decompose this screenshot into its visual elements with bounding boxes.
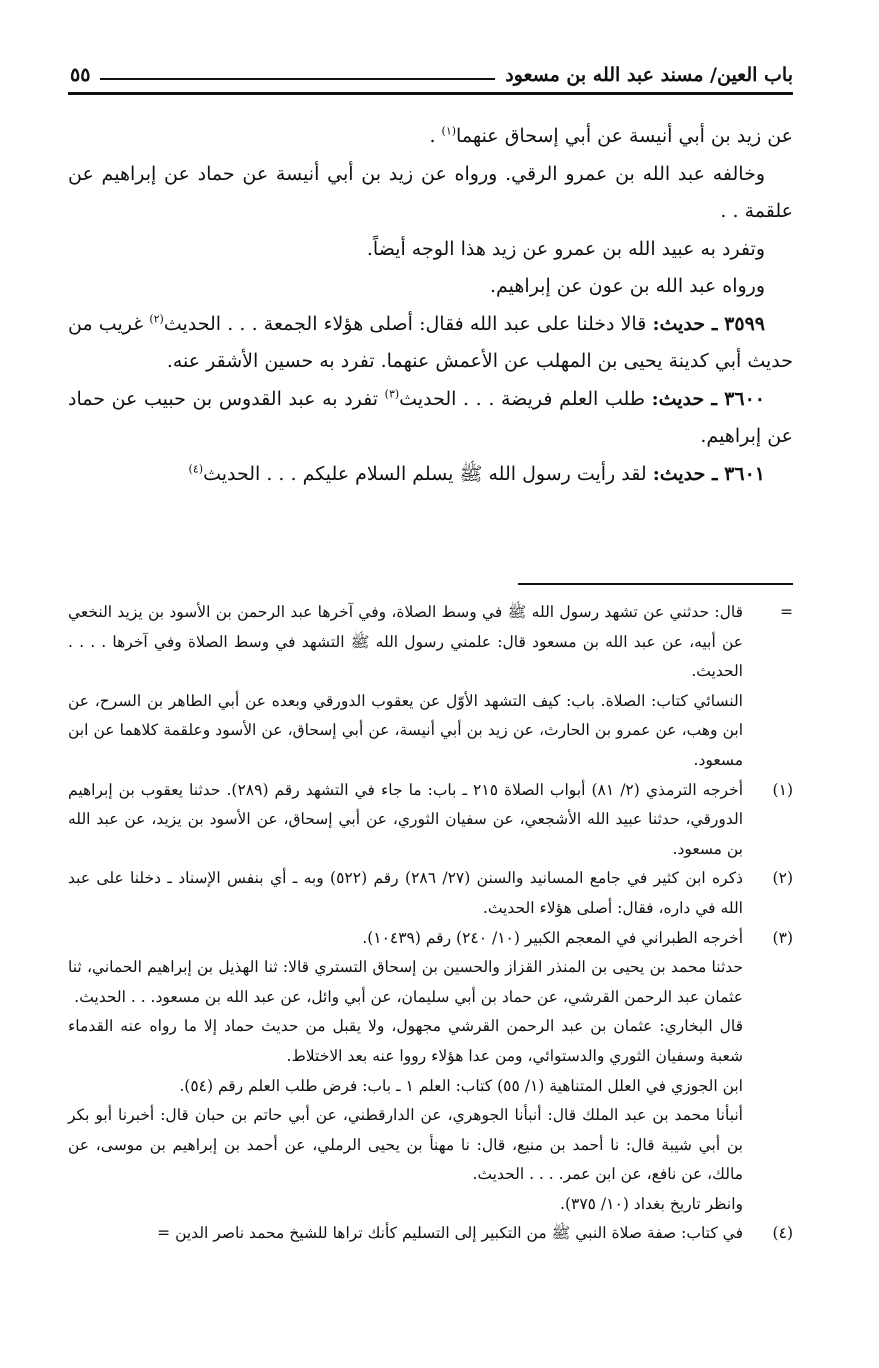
footnote-4 — [68, 1219, 793, 1249]
footnote-ref[interactable]: (١) — [441, 124, 457, 138]
footnote-1 — [68, 776, 793, 865]
footnote-separator — [518, 583, 793, 585]
header-leader-line — [100, 78, 495, 80]
footnote-text: ابن الجوزي في العلل المتناهية (١/ ٥٥) كتاب: العلم ١ ـ باب: فرض طلب العلم رقم (٥٤). — [179, 1076, 743, 1095]
footnote-text: أخرجه الطبراني في المعجم الكبير (١٠/ ٢٤٠) رقم (١٠٤٣٩). — [362, 928, 743, 947]
footnote-text: قال البخاري: عثمان بن عبد الرحمن القرشي مجهول، ولا يقبل من حديث حماد إلا ما رواه عنه القدماء شعبة وسفيان الثوري والدستوائي، ومن عدا هؤلاء رووا عنه بعد الاختلاط. — [68, 1017, 743, 1065]
footnote-text: أنبأنا محمد بن عبد الملك قال: أنبأنا الجوهري، عن الدارقطني، عن أبي حاتم بن حبان قال: أخبرنا أبو بكر بن أبي شيبة قال: نا أحمد بن منيع، قال: نا مهنأ بن يحيى الرملي، عن أحمد بن إبراهيم بن موسى، عن مالك، عن نافع، عن ابن عمر. . . . الحديث. — [68, 1106, 743, 1184]
paragraph: ورواه عبد الله بن عون عن إبراهيم. — [489, 275, 765, 297]
footnote-mark: (١) — [772, 780, 793, 799]
footnote-text: قال: حدثني عن تشهد رسول الله ﷺ في وسط الصلاة، وفي آخرها عبد الرحمن بن الأسود بن يزيد النخعي عن أبيه، عن عبد الله بن مسعود قال: علمني رسول الله ﷺ التشهد في وسط الصلاة وفي آخرها . . . . الحديث. — [68, 603, 743, 681]
paragraph: وتفرد به عبيد الله بن عمرو عن زيد هذا الوجه أيضاً. — [366, 237, 765, 260]
footnote-2 — [68, 864, 793, 923]
footnote-text: في كتاب: صفة صلاة النبي ﷺ من التكبير إلى التسليم كأنك تراها للشيخ محمد ناصر الدين = — [157, 1224, 743, 1243]
footnote-ref[interactable]: (٣) — [384, 387, 400, 401]
paragraph: وخالفه عبد الله بن عمرو الرقي. ورواه عن زيد بن أبي أنيسة عن حماد عن إبراهيم عن علقمة . . — [68, 162, 793, 222]
footnote-text: ذكره ابن كثير في جامع المسانيد والسنن (٢٧/ ٢٨٦) رقم (٥٢٢) وبه ـ أي بنفس الإسناد ـ دخلنا على عبد الله في داره، فقال: أصلى هؤلاء الحديث. — [68, 869, 743, 917]
header-rule — [68, 92, 793, 95]
footnote-text: أخرجه الترمذي (٢/ ٨١) أبواب الصلاة ٢١٥ ـ باب: ما جاء في التشهد رقم (٢٨٩). حدثنا يعقوب بن إبراهيم الدورقي، حدثنا عبيد الله الأشجعي، عن سفيان الثوري، عن أبي إسحاق، عن الأسود بن يزيد، عن عبد الله بن مسعود. — [68, 780, 743, 858]
footnote-text: النسائي كتاب: الصلاة. باب: كيف التشهد الأوّل عن يعقوب الدورقي وبعده عن أبي الطاهر بن السرح، عن ابن وهب، عن عمرو بن الحارث، عن زيد بن أبي أنيسة، عن أبي إسحاق، عن الأسود وعلقمة كلاهما عن ابن مسعود. — [68, 691, 743, 769]
running-title: باب العين/ مسند عبد الله بن مسعود — [505, 64, 793, 86]
footnotes — [68, 598, 793, 1249]
hadith-number: ٣٦٠١ ـ حديث: — [652, 462, 765, 485]
page-header — [70, 52, 793, 92]
hadith-number: ٣٦٠٠ ـ حديث: — [651, 387, 765, 410]
hadith-3600: ٣٦٠٠ ـ حديث: طلب العلم فريضة . . . الحديث$^{(٣)}$ تفرد به عبد القدوس بن حبيب عن حماد عن إبراهيم. — [68, 387, 793, 447]
footnote-3 — [68, 924, 793, 1220]
page-number: ٥٥ — [70, 64, 91, 86]
main-text — [68, 118, 793, 493]
hadith-3601: ٣٦٠١ ـ حديث: لقد رأيت رسول الله ﷺ يسلم السلام عليكم . . . الحديث$^{(٤)}$ — [188, 462, 765, 485]
footnote-mark: (٣) — [772, 928, 793, 947]
footnote-mark: (٤) — [772, 1224, 793, 1243]
footnote-ref[interactable]: (٤) — [188, 462, 204, 476]
footnote-ref[interactable]: (٢) — [149, 312, 164, 326]
continuation-mark: = — [780, 603, 793, 621]
paragraph: عن زيد بن أبي أنيسة عن أبي إسحاق عنهما$^{(١)}$ . — [429, 124, 793, 147]
hadith-3599: ٣٥٩٩ ـ حديث: قالا دخلنا على عبد الله فقال: أصلى هؤلاء الجمعة . . . الحديث$^{(٢)}$ غريب من حديث أبي كدينة يحيى بن المهلب عن الأعمش عنهما. تفرد به حسين الأشقر عنه. — [68, 312, 793, 372]
footnote-mark: (٢) — [772, 869, 793, 888]
footnote-continuation — [68, 598, 793, 776]
hadith-number: ٣٥٩٩ ـ حديث: — [652, 312, 765, 335]
footnote-text: وانظر تاريخ بغداد (١٠/ ٣٧٥). — [560, 1194, 743, 1213]
footnote-text: حدثنا محمد بن يحيى بن المنذر القزاز والحسين بن إسحاق التستري قالا: ثنا الهذيل بن إبراهيم الحماني، ثنا عثمان عبد الرحمن القرشي، عن حماد بن أبي سليمان، عن أبي وائل، عن عبد الله بن مسعود. . . الحديث. — [68, 958, 743, 1006]
